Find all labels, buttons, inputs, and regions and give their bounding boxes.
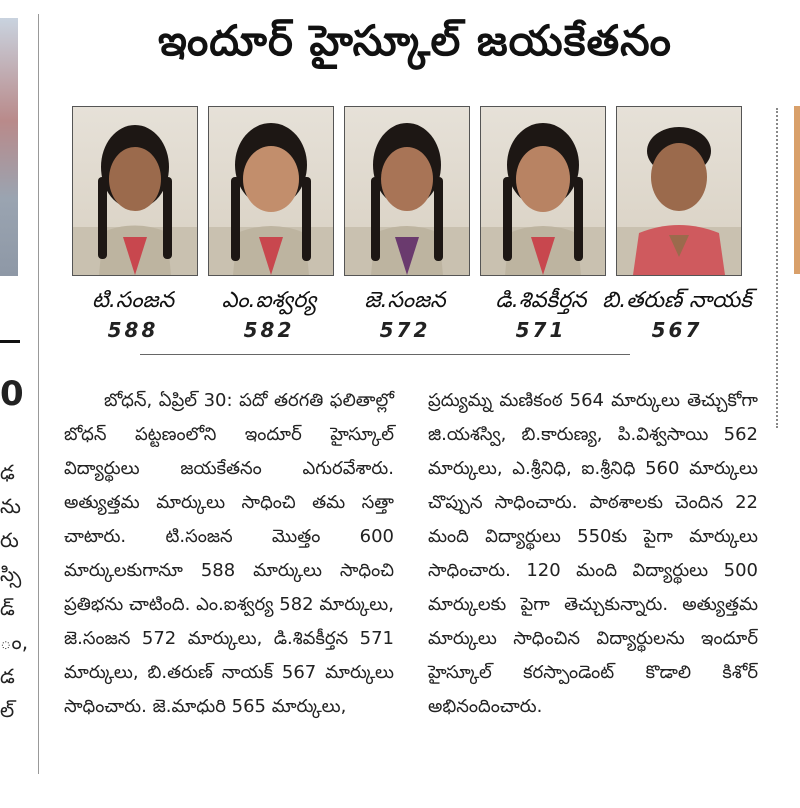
student-photo bbox=[344, 106, 470, 276]
left-fragment: డ bbox=[0, 664, 15, 688]
right-dotted-divider bbox=[776, 108, 778, 428]
left-fragment: స్సి bbox=[0, 562, 22, 586]
left-fragment: ల్ bbox=[0, 698, 15, 722]
student-photo bbox=[480, 106, 606, 276]
left-fragment: ఢ bbox=[0, 460, 15, 484]
student-score: 567 bbox=[651, 318, 703, 342]
right-cropped-photo bbox=[794, 106, 800, 274]
student-name: బి.తరుణ్ నాయక్ bbox=[602, 288, 752, 313]
student-photo bbox=[72, 106, 198, 276]
column-divider bbox=[38, 14, 39, 774]
student-name: ఎం.ఐశ్వర్య bbox=[221, 288, 317, 313]
student-score: 571 bbox=[515, 318, 567, 342]
article-paragraph: బోధన్, ఏప్రిల్ 30: పదో తరగతి ఫలితాల్లో బోధన్ పట్టణంలోని ఇందూర్ హైస్కూల్ విద్యార్థులు జయకేతనం ఎగురవేశారు. అత్యుత్తమ మార్కులు సాధించి తమ సత్తా చాటారు. టి.సంజన మొత్తం 600 మార్కులకుగానూ 588 మార్కులు సాధించి ప్రతిభను చాటింది. ఎం.ఐశ్వర్య 582 మార్కులు, జె.సంజన 572 మార్కులు, డి.శివకీర్తన 571 మార్కులు, బి.తరుణ్ నాయక్ 567 మార్కులు సాధించారు. జె.మాధురి 565 మార్కులు, bbox=[64, 390, 394, 717]
left-neighbor-column bbox=[0, 0, 36, 808]
student-score: 588 bbox=[107, 318, 159, 342]
student-name: టి.సంజన bbox=[91, 288, 175, 313]
student-photo bbox=[616, 106, 742, 276]
student-score: 572 bbox=[379, 318, 431, 342]
left-fragment: ను bbox=[0, 494, 21, 518]
article-paragraph: ప్రద్యుమ్న మణికంఠ 564 మార్కులు తెచ్చుకోగా జి.యశస్వి, బి.కారుణ్య, పి.విశ్వసాయి 562 మార్కులు, ఎ.శ్రీనిధి, ఐ.శ్రీనిధి 560 మార్కులు చొప్పున సాధించారు. పాఠశాలకు చెందిన 22 మంది విద్యార్థులు 550కు పైగా మార్కులు సాధించారు. 120 మంది విద్యార్థులు 500 మార్కులకు పైగా తెచ్చుకున్నారు. అత్యుత్తమ మార్కులు సాధించిన విద్యార్థులను ఇందూర్ హైస్కూల్ కరస్పాండెంట్ కొడాలి కిశోర్ అభినందించారు. bbox=[428, 390, 758, 717]
left-fragment: డ్ bbox=[0, 596, 15, 620]
student-name: డి.శివకీర్తన bbox=[495, 288, 587, 313]
left-divider bbox=[0, 340, 20, 343]
student-score: 582 bbox=[243, 318, 295, 342]
left-fragment-number: 0 bbox=[0, 374, 24, 414]
left-fragment: రు bbox=[0, 528, 19, 552]
student-photo bbox=[208, 106, 334, 276]
student-photo-row bbox=[72, 106, 742, 276]
article-headline: ఇందూర్ హైస్కూల్ జయకేతనం bbox=[158, 16, 672, 65]
left-cropped-photo bbox=[0, 18, 18, 276]
article-column-1 bbox=[64, 384, 394, 724]
left-fragment: ం, bbox=[0, 630, 29, 654]
student-name: జె.సంజన bbox=[364, 288, 446, 313]
section-divider bbox=[140, 354, 630, 355]
article-column-2 bbox=[428, 384, 758, 724]
